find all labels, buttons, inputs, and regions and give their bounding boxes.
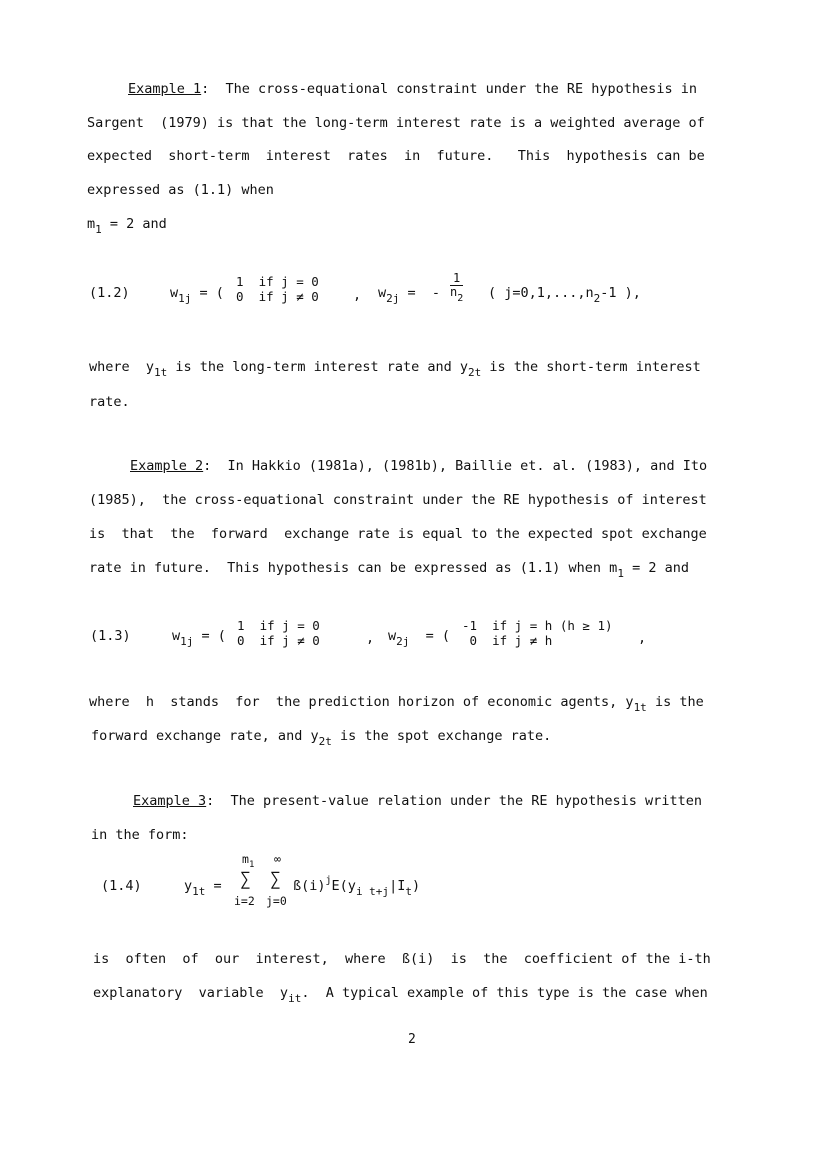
m-sub: 1 xyxy=(617,567,624,580)
text-a: where y xyxy=(89,359,155,375)
eq-1-3-end-comma: , xyxy=(638,630,647,646)
after-1-2-line-2: rate. xyxy=(89,394,130,410)
example-2-text: In Hakkio (1981a), (1981b), Baillie et. al. (1983), and Ito xyxy=(227,458,708,474)
eq-1-2-number: (1.2) xyxy=(89,285,130,301)
example-1-text: The cross-equational constraint under the RE hypothesis in xyxy=(225,81,697,97)
text-b: . A typical example of this type is the case when xyxy=(301,985,708,1001)
eq-1-4-number: (1.4) xyxy=(101,878,142,894)
lhs-var: y xyxy=(184,878,193,894)
example-1-line-4: expressed as (1.1) when xyxy=(87,182,274,198)
y1-sub: 1t xyxy=(154,366,168,379)
eq-1-3-w1: $w_{1j}$ = ( xyxy=(172,628,226,648)
eq-1-2-comma: , xyxy=(353,287,362,303)
example-1-label: Example 1 xyxy=(128,81,202,97)
sum-1-upper-var: m xyxy=(242,852,249,866)
eq-1-2-range xyxy=(488,284,641,303)
example-3-label: Example 3 xyxy=(133,793,207,809)
text-c: is the short-term interest xyxy=(481,359,701,375)
sum-1-symbol: ∑ xyxy=(240,869,251,890)
example-3-line-2: in the form: xyxy=(91,827,189,843)
y2-sub: 2t xyxy=(318,735,332,748)
frac-denominator xyxy=(450,285,464,304)
eq-1-4-lhs: $y_{1t}$ = xyxy=(184,878,222,898)
text-b: is the long-term interest rate and y xyxy=(167,359,469,375)
example-2-line-2: (1985), the cross-equational constraint under the RE hypothesis of interest xyxy=(89,492,707,508)
eq-1-3-w2: $w_{2j}$ = ( xyxy=(388,628,451,648)
w1-sub: 1j xyxy=(178,292,192,305)
frac-den-var: n xyxy=(450,285,458,299)
example-1-line-1: Example 1: The cross-equational constraint under the RE hypothesis in xyxy=(128,81,697,97)
case-bottom: 0 if j ≠ 0 xyxy=(236,289,319,304)
w2-sub: 2j xyxy=(396,635,410,648)
case-bottom: 0 if j ≠ h xyxy=(462,633,553,648)
info-set: |I xyxy=(389,878,406,894)
example-1-line-5 xyxy=(87,215,167,234)
w1-var: w xyxy=(172,628,181,644)
sum-2-symbol: ∑ xyxy=(270,869,281,890)
y-sub: it xyxy=(288,992,302,1005)
beta-power: j xyxy=(325,875,332,886)
case-top: 1 if j = 0 xyxy=(236,274,319,289)
y1-sub: 1t xyxy=(633,701,647,714)
expectation-open: E(y xyxy=(331,878,356,894)
eq-1-4-body xyxy=(293,877,420,897)
eq-1-2-cases xyxy=(236,274,319,304)
case-bottom: 0 if j ≠ 0 xyxy=(237,633,320,648)
after-1-4-line-1: is often of our interest, where ß(i) is the coefficient of the i-th xyxy=(93,951,711,967)
after-1-3-line-1 xyxy=(89,693,704,712)
text-a: rate in future. This hypothesis can be expressed as (1.1) when m xyxy=(89,560,618,576)
y-sub: i t+j xyxy=(355,885,390,898)
y2-sub: 2t xyxy=(468,366,482,379)
example-3-text: The present-value relation under the RE hypothesis written xyxy=(230,793,702,809)
eq-1-2-w2: $w_{2j}$ = - xyxy=(378,285,441,305)
w2-var: w xyxy=(378,285,387,301)
eq-1-3-number: (1.3) xyxy=(90,628,131,644)
m-sub: 1 xyxy=(95,223,102,236)
page-number: 2 xyxy=(408,1032,416,1047)
eq-1-3-comma: , xyxy=(366,630,375,646)
example-2-label: Example 2 xyxy=(130,458,204,474)
text-a: explanatory variable y xyxy=(93,985,289,1001)
example-1-line-2: Sargent (1979) is that the long-term interest rate is a weighted average of xyxy=(87,115,705,131)
example-2-line-3: is that the forward exchange rate is equal to the expected spot exchange xyxy=(89,526,707,542)
sum-1-upper-sub: 1 xyxy=(248,860,255,870)
example-1-line-3: expected short-term interest rates in future. This hypothesis can be xyxy=(87,148,705,164)
after-1-4-line-2 xyxy=(93,984,708,1003)
sum-1-lower: i=2 xyxy=(234,894,255,908)
example-2-line-4 xyxy=(89,559,689,578)
after-1-2-line-1 xyxy=(89,358,701,377)
w1-sub: 1j xyxy=(180,635,194,648)
range-b: -1 ), xyxy=(600,285,641,301)
case-top: 1 if j = 0 xyxy=(237,618,320,633)
range-sub: 2 xyxy=(593,292,601,305)
info-sub: t xyxy=(405,885,412,898)
sum-2-upper: ∞ xyxy=(274,852,281,866)
w2-var: w xyxy=(388,628,397,644)
case-top: -1 if j = h (h ≥ 1) xyxy=(462,618,613,633)
frac-den-sub: 2 xyxy=(457,293,464,304)
eq-1-3-cases-2 xyxy=(462,618,613,648)
frac-numerator: 1 xyxy=(453,271,461,285)
example-2-line-1: Example 2: In Hakkio (1981a), (1981b), Baillie et. al. (1983), and Ito xyxy=(130,458,708,474)
w1-var: w xyxy=(170,285,179,301)
text-d: is the spot exchange rate. xyxy=(331,728,552,744)
m-var: m xyxy=(87,216,96,232)
m-rest: = 2 and xyxy=(101,216,167,232)
sum-2-lower: j=0 xyxy=(266,894,287,908)
sum-1-upper xyxy=(242,852,255,870)
eq-1-3-cases-1 xyxy=(237,618,320,648)
example-3-line-1: Example 3: The present-value relation under the RE hypothesis written xyxy=(133,793,702,809)
lhs-sub: 1t xyxy=(192,885,206,898)
text-c: forward exchange rate, and y xyxy=(91,728,319,744)
expectation-close: ) xyxy=(411,878,421,894)
text-a: where h stands for the prediction horizon of economic agents, y xyxy=(89,694,634,710)
range-a: ( j=0,1,...,n xyxy=(488,285,594,301)
eq-1-2-w1: $w_{1j}$ = ( xyxy=(170,285,224,305)
text-b: is the xyxy=(646,694,704,710)
w2-sub: 2j xyxy=(386,292,400,305)
eq-1-2-fraction xyxy=(450,271,464,304)
beta-term: ß(i) xyxy=(293,878,326,894)
text-b: = 2 and xyxy=(623,560,689,576)
after-1-3-line-2 xyxy=(91,727,551,746)
